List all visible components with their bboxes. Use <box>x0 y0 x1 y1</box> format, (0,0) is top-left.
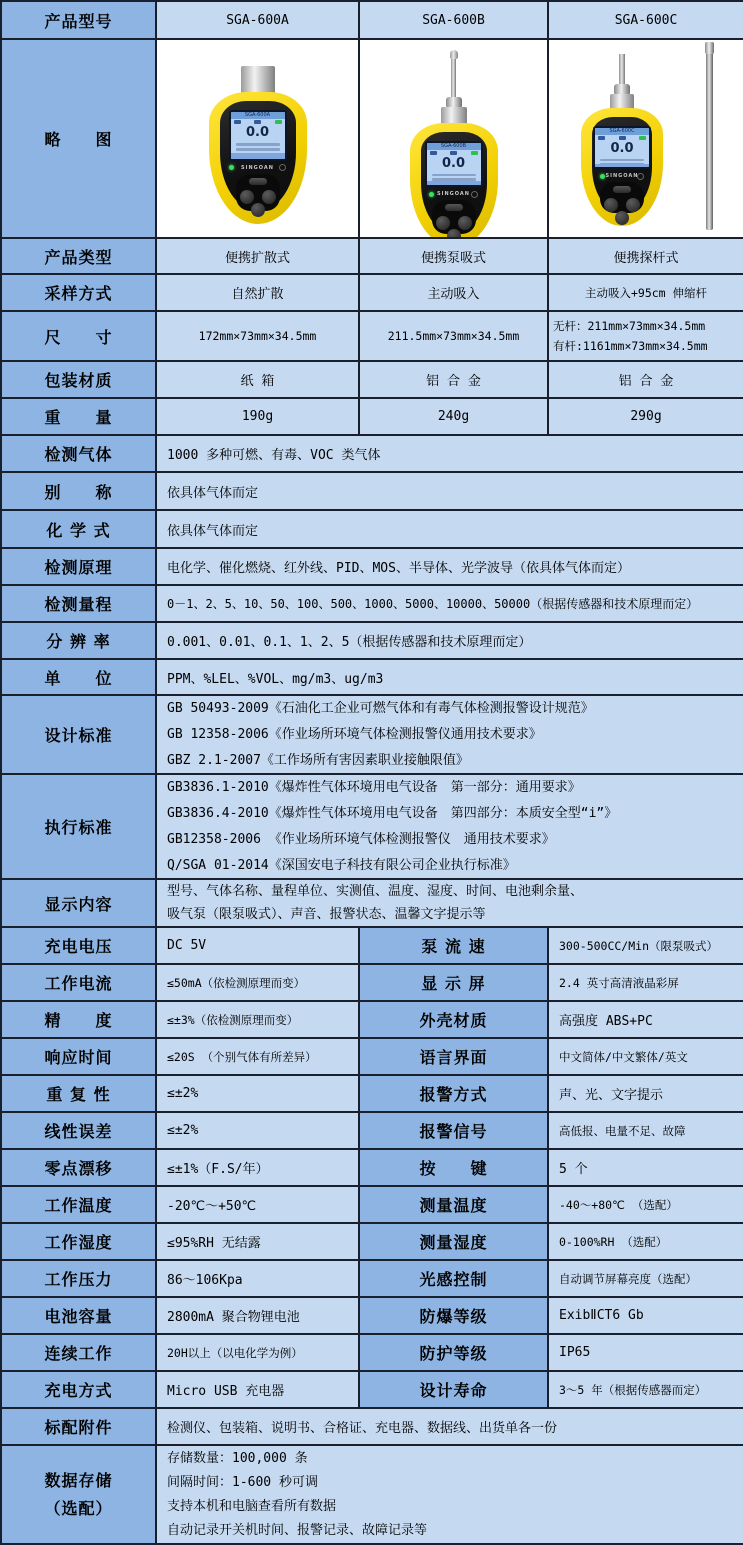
row-accuracy-shell <box>2 1002 743 1039</box>
probe-collar <box>614 84 630 94</box>
value-zero-drift: ≤±1%（F.S/年） <box>157 1150 360 1187</box>
row-pressure-light-control <box>2 1261 743 1298</box>
value-dimensions-b: 211.5mm×73mm×34.5mm <box>360 312 549 362</box>
power-icon <box>637 173 644 180</box>
value-light-control: 自动调节屏幕亮度（选配） <box>549 1261 743 1298</box>
label-display-screen: 显 示 屏 <box>360 965 549 1002</box>
value-alarm-signal: 高低报、电量不足、故障 <box>549 1113 743 1150</box>
value-measure-humidity: 0-100%RH （选配） <box>549 1224 743 1261</box>
label-resolution: 分 辨 率 <box>2 623 157 660</box>
value-sampling-c: 主动吸入+95cm 伸缩杆 <box>549 275 743 312</box>
menu-button <box>445 204 463 211</box>
device-image-sga-600c <box>581 40 663 226</box>
lcd-screen <box>425 141 483 187</box>
sketch-cell-sga-600b <box>360 40 549 239</box>
model-sga-600a: SGA-600A <box>157 2 360 40</box>
label-accuracy: 精 度 <box>2 1002 157 1039</box>
label-measure-humidity: 测量湿度 <box>360 1224 549 1261</box>
lcd-model-text: SGA-600B <box>427 143 481 150</box>
exec-standard-line: GB12358-2006 《作业场所环境气体检测报警仪 通用技术要求》 <box>167 831 555 847</box>
design-standard-line: GB 12358-2006《作业场所环境气体检测报警仪通用技术要求》 <box>167 726 542 742</box>
value-sampling-a: 自然扩散 <box>157 275 360 312</box>
row-charge-voltage-pump-flow <box>2 928 743 965</box>
row-packaging <box>2 362 743 399</box>
power-icon <box>279 164 286 171</box>
row-accessories <box>2 1409 743 1446</box>
label-charge-voltage: 充电电压 <box>2 928 157 965</box>
row-working-humidity-measure-humidity <box>2 1224 743 1261</box>
row-alias <box>2 473 743 511</box>
label-linearity-error: 线性误差 <box>2 1113 157 1150</box>
storage-line: 间隔时间：1-600 秒可调 <box>167 1474 318 1490</box>
brand-row <box>598 173 646 179</box>
value-working-temp: -20℃～+50℃ <box>157 1187 360 1224</box>
label-measure-temp: 测量温度 <box>360 1187 549 1224</box>
row-zero-drift-buttons <box>2 1150 743 1187</box>
fan-icon <box>450 151 457 155</box>
storage-line: 支持本机和电脑查看所有数据 <box>167 1498 337 1514</box>
left-button <box>240 190 254 204</box>
value-charging-method: Micro USB 充电器 <box>157 1372 360 1409</box>
label-data-storage <box>2 1446 157 1545</box>
speaker-icon <box>598 136 605 140</box>
label-pump-flow: 泵 流 速 <box>360 928 549 965</box>
row-continuous-work-protection <box>2 1335 743 1372</box>
label-alarm-mode: 报警方式 <box>360 1076 549 1113</box>
device-face <box>220 101 296 211</box>
lcd-reading: 0.0 <box>610 141 634 156</box>
row-detection-principle <box>2 549 743 586</box>
design-standard-line: GBZ 2.1-2007《工作场所有害因素职业接触限值》 <box>167 752 469 768</box>
row-working-temp-measure-temp <box>2 1187 743 1224</box>
left-button <box>436 216 450 230</box>
speaker-icon <box>234 120 241 124</box>
label-protection-grade: 防护等级 <box>360 1335 549 1372</box>
telescopic-probe <box>706 52 713 230</box>
status-led <box>229 165 234 170</box>
row-repeatability-alarm-mode <box>2 1076 743 1113</box>
value-product-type-b: 便携泵吸式 <box>360 239 549 275</box>
row-exec-standards <box>2 775 743 880</box>
value-display-screen: 2.4 英寸高清液晶彩屏 <box>549 965 743 1002</box>
row-chemical-formula <box>2 511 743 549</box>
label-display-content: 显示内容 <box>2 880 157 928</box>
row-response-language <box>2 1039 743 1076</box>
status-led <box>429 192 434 197</box>
sketch-cell-sga-600a <box>157 40 360 239</box>
lcd-reading: 0.0 <box>245 125 270 140</box>
value-accuracy: ≤±3%（依检测原理而变） <box>157 1002 360 1039</box>
value-exec-standards <box>157 775 743 880</box>
label-units: 单 位 <box>2 660 157 696</box>
header-row <box>2 2 743 40</box>
button-pad <box>600 182 644 213</box>
device-body <box>410 123 498 239</box>
right-button <box>626 198 640 212</box>
battery-icon <box>471 151 478 155</box>
label-shell-material: 外壳材质 <box>360 1002 549 1039</box>
sketch-cell-sga-600c <box>549 40 743 239</box>
device-body <box>581 108 663 226</box>
value-design-life: 3～5 年（根据传感器而定） <box>549 1372 743 1409</box>
lcd-screen <box>593 126 651 169</box>
label-alias: 别 称 <box>2 473 157 511</box>
value-alias: 依具体气体而定 <box>157 473 743 511</box>
row-detected-gas <box>2 436 743 473</box>
lcd-model-text: SGA-600C <box>595 128 649 135</box>
value-explosion-proof-grade: ExibⅡCT6 Gb <box>549 1298 743 1335</box>
lcd-info-line <box>432 174 476 176</box>
storage-line: 自动记录开关机时间、报警记录、故障记录等 <box>167 1522 428 1538</box>
label-dimensions: 尺 寸 <box>2 312 157 362</box>
lcd-time-bar <box>427 181 481 186</box>
value-repeatability: ≤±2% <box>157 1076 360 1113</box>
right-button <box>458 216 472 230</box>
label-weight: 重 量 <box>2 399 157 436</box>
enter-button <box>615 211 629 225</box>
value-response-time: ≤20S （个别气体有所差异） <box>157 1039 360 1076</box>
value-data-storage <box>157 1446 743 1545</box>
label-exec-standards: 执行标准 <box>2 775 157 880</box>
design-standard-line: GB 50493-2009《石油化工企业可燃气体和有毒气体检测报警设计规范》 <box>167 700 594 716</box>
row-linearity-alarm-signal <box>2 1113 743 1150</box>
row-dimensions <box>2 312 743 362</box>
device-face <box>421 132 487 234</box>
storage-line: 存储数量：100,000 条 <box>167 1450 308 1466</box>
label-product-type: 产品类型 <box>2 239 157 275</box>
battery-icon <box>275 120 282 124</box>
exec-standard-line: Q/SGA 01-2014《深国安电子科技有限公司企业执行标准》 <box>167 857 516 873</box>
value-units: PPM、%LEL、%VOL、mg/m3、ug/m3 <box>157 660 743 696</box>
header-label: 产品型号 <box>2 2 157 40</box>
label-language: 语言界面 <box>360 1039 549 1076</box>
probe-rod <box>619 54 625 84</box>
label-explosion-proof-grade: 防爆等级 <box>360 1298 549 1335</box>
value-display-content <box>157 880 743 928</box>
value-continuous-work: 20H以上（以电化学为例） <box>157 1335 360 1372</box>
row-battery-explosion-proof <box>2 1298 743 1335</box>
fan-icon <box>254 120 261 124</box>
lcd-screen <box>229 110 287 161</box>
label-design-standards: 设计标准 <box>2 696 157 775</box>
label-working-current: 工作电流 <box>2 965 157 1002</box>
label-working-temp: 工作温度 <box>2 1187 157 1224</box>
status-led <box>600 174 605 179</box>
row-working-current-display <box>2 965 743 1002</box>
value-packaging-a: 纸 箱 <box>157 362 360 399</box>
brand-row <box>227 165 288 171</box>
data-storage-label-line1: 数据存储 <box>44 1470 113 1490</box>
value-weight-c: 290g <box>549 399 743 436</box>
label-detection-principle: 检测原理 <box>2 549 157 586</box>
brand-text: SINGOAN <box>437 191 470 198</box>
button-pad <box>432 200 476 234</box>
value-buttons: 5 个 <box>549 1150 743 1187</box>
dimensions-c-line2: 有杆:1161mm×73mm×34.5mm <box>553 339 708 353</box>
left-button <box>604 198 618 212</box>
label-battery-capacity: 电池容量 <box>2 1298 157 1335</box>
device-image-sga-600b <box>410 40 498 239</box>
lcd-info-line <box>236 143 280 146</box>
value-packaging-c: 铝 合 金 <box>549 362 743 399</box>
lcd-info-line <box>600 159 644 161</box>
lcd-info-line <box>236 148 280 151</box>
row-product-type <box>2 239 743 275</box>
row-resolution <box>2 623 743 660</box>
value-product-type-c: 便携探杆式 <box>549 239 743 275</box>
device-face <box>592 117 652 213</box>
fan-icon <box>619 136 626 140</box>
value-weight-b: 240g <box>360 399 549 436</box>
value-language: 中文简体/中文繁体/英文 <box>549 1039 743 1076</box>
value-sampling-b: 主动吸入 <box>360 275 549 312</box>
lcd-time-bar <box>595 164 649 167</box>
label-detected-gas: 检测气体 <box>2 436 157 473</box>
enter-button <box>447 229 461 239</box>
enter-button <box>251 203 265 217</box>
value-resolution: 0.001、0.01、0.1、1、2、5（根据传感器和技术原理而定） <box>157 623 743 660</box>
label-buttons: 按 键 <box>360 1150 549 1187</box>
value-measure-temp: -40～+80℃ （选配） <box>549 1187 743 1224</box>
row-design-standards <box>2 696 743 775</box>
value-dimensions-a: 172mm×73mm×34.5mm <box>157 312 360 362</box>
label-detection-range: 检测量程 <box>2 586 157 623</box>
probe-rod <box>451 59 456 97</box>
row-charging-design-life <box>2 1372 743 1409</box>
battery-icon <box>639 136 646 140</box>
device-body <box>209 92 307 224</box>
row-display-content <box>2 880 743 928</box>
value-packaging-b: 铝 合 金 <box>360 362 549 399</box>
exec-standard-line: GB3836.4-2010《爆炸性气体环境用电气设备 第四部分：本质安全型“i”》 <box>167 805 618 821</box>
device-image-sga-600a <box>209 40 307 224</box>
sketch-row <box>2 40 743 239</box>
power-icon <box>471 191 478 198</box>
label-design-life: 设计寿命 <box>360 1372 549 1409</box>
lcd-reading: 0.0 <box>441 156 466 171</box>
value-charge-voltage: DC 5V <box>157 928 360 965</box>
speaker-icon <box>430 151 437 155</box>
row-detection-range <box>2 586 743 623</box>
value-chemical-formula: 依具体气体而定 <box>157 511 743 549</box>
value-weight-a: 190g <box>157 399 360 436</box>
row-units <box>2 660 743 696</box>
model-sga-600b: SGA-600B <box>360 2 549 40</box>
data-storage-label-line2: （选配） <box>44 1498 113 1518</box>
brand-row <box>427 191 480 197</box>
value-design-standards <box>157 696 743 775</box>
display-content-line: 型号、气体名称、量程单位、实测值、温度、湿度、时间、电池剩余量、 <box>167 884 584 899</box>
value-battery-capacity: 2800mA 聚合物锂电池 <box>157 1298 360 1335</box>
value-working-pressure: 86～106Kpa <box>157 1261 360 1298</box>
right-button <box>262 190 276 204</box>
label-continuous-work: 连续工作 <box>2 1335 157 1372</box>
model-sga-600c: SGA-600C <box>549 2 743 40</box>
menu-button <box>249 178 267 185</box>
lcd-model-text: SGA-600A <box>231 112 285 119</box>
label-light-control: 光感控制 <box>360 1261 549 1298</box>
label-working-humidity: 工作湿度 <box>2 1224 157 1261</box>
label-working-pressure: 工作压力 <box>2 1261 157 1298</box>
value-shell-material: 高强度 ABS+PC <box>549 1002 743 1039</box>
brand-text: SINGOAN <box>605 173 639 180</box>
value-working-current: ≤50mA（依检测原理而变） <box>157 965 360 1002</box>
value-product-type-a: 便携扩散式 <box>157 239 360 275</box>
exec-standard-line: GB3836.1-2010《爆炸性气体环境用电气设备 第一部分：通用要求》 <box>167 779 581 795</box>
label-accessories: 标配附件 <box>2 1409 157 1446</box>
display-content-line: 吸气泵（限泵吸式）、声音、报警状态、温馨文字提示等 <box>167 907 486 922</box>
probe-collar <box>446 97 462 107</box>
value-protection-grade: IP65 <box>549 1335 743 1372</box>
menu-button <box>613 186 631 193</box>
row-sampling <box>2 275 743 312</box>
value-linearity-error: ≤±2% <box>157 1113 360 1150</box>
label-zero-drift: 零点漂移 <box>2 1150 157 1187</box>
label-chemical-formula: 化 学 式 <box>2 511 157 549</box>
label-response-time: 响应时间 <box>2 1039 157 1076</box>
row-weight <box>2 399 743 436</box>
value-detected-gas: 1000 多种可燃、有毒、VOC 类气体 <box>157 436 743 473</box>
sketch-label: 略 图 <box>2 40 157 239</box>
value-detection-principle: 电化学、催化燃烧、红外线、PID、MOS、半导体、光学波导（依具体气体而定） <box>157 549 743 586</box>
dimensions-c-line1: 无杆：211mm×73mm×34.5mm <box>553 319 706 333</box>
value-dimensions-c <box>549 312 743 362</box>
value-accessories: 检测仪、包装箱、说明书、合格证、充电器、数据线、出货单各一份 <box>157 1409 743 1446</box>
value-pump-flow: 300-500CC/Min（限泵吸式） <box>549 928 743 965</box>
value-alarm-mode: 声、光、文字提示 <box>549 1076 743 1113</box>
value-detection-range: 0－1、2、5、10、50、100、500、1000、5000、10000、50000（根据传感器和技术原理而定） <box>157 586 743 623</box>
probe-tip <box>450 50 458 59</box>
brand-text: SINGOAN <box>241 164 274 171</box>
value-working-humidity: ≤95%RH 无结露 <box>157 1224 360 1261</box>
row-data-storage <box>2 1446 743 1545</box>
label-repeatability: 重 复 性 <box>2 1076 157 1113</box>
label-packaging: 包装材质 <box>2 362 157 399</box>
label-charging-method: 充电方式 <box>2 1372 157 1409</box>
button-pad <box>236 174 280 211</box>
lcd-time-bar <box>231 153 285 159</box>
label-sampling: 采样方式 <box>2 275 157 312</box>
label-alarm-signal: 报警信号 <box>360 1113 549 1150</box>
